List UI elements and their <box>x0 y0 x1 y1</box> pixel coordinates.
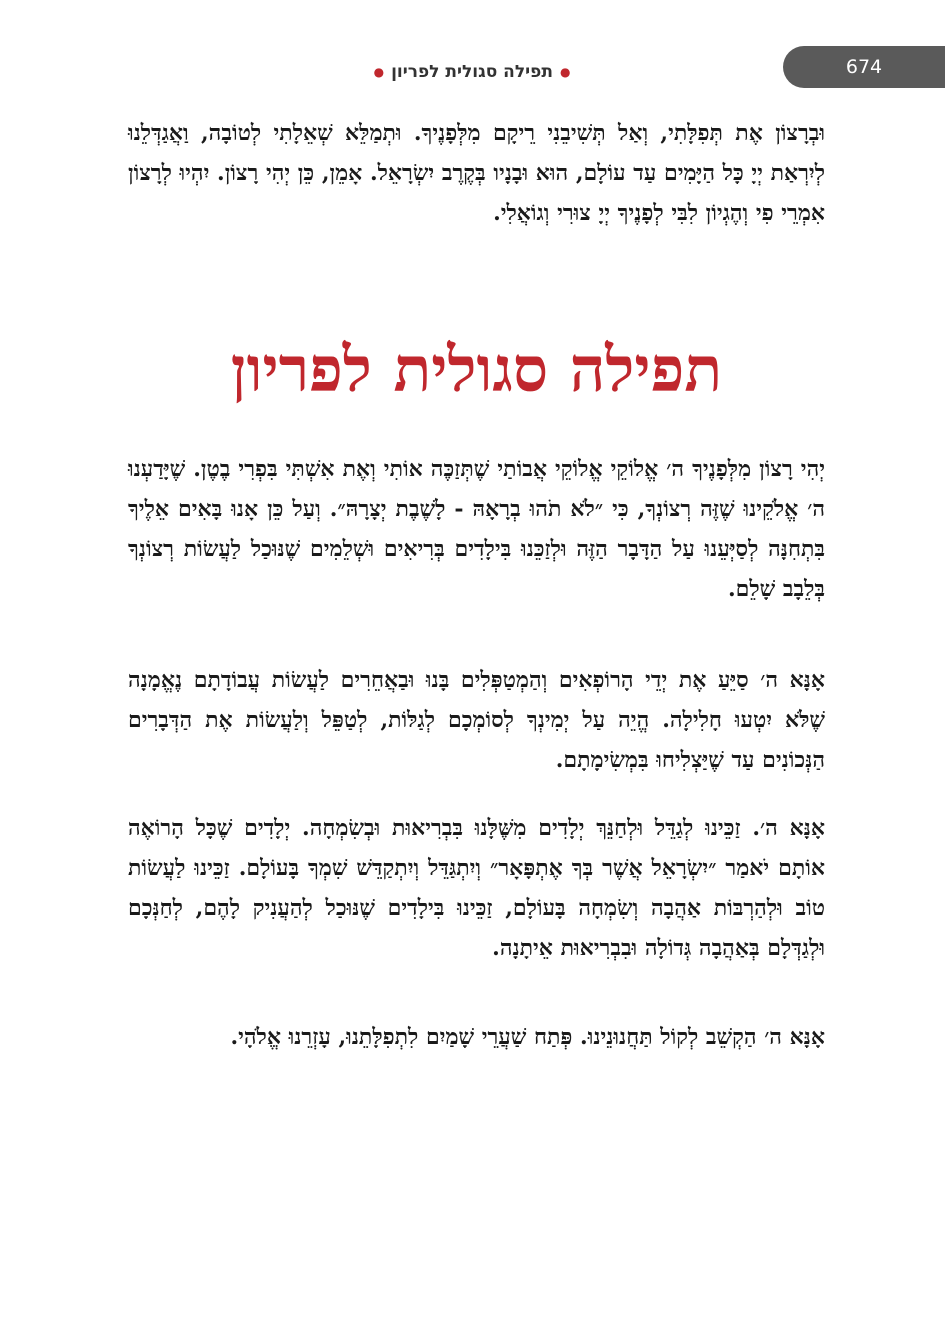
page-number: 674 <box>783 46 945 88</box>
prayer-paragraph-4: אָנָּא ה׳ הַקְשֵׁב לְקוֹל תַּחֲנוּנֵינוּ. פְּתַח שַׁעֲרֵי שָׁמַיִם לִתְפִלָּתֵנוּ, עָזְרֵנוּ אֱלֹהָי. <box>230 1024 825 1050</box>
section-title: תפילה סגולית לפריון <box>230 333 723 406</box>
prayer-paragraph-1: יְהִי רָצוֹן מִלְּפָנֶיךָ ה׳ אֱלוֹקֵי אֱלוֹקֵי אֲבוֹתַי שֶׁתְּזַכֶּה אוֹתִי וְאֶת אִשְׁתִּי בִּפְרִי בֶטֶן. שֶׁיָּדַעְנוּ ה׳ אֱלֹקֵינוּ שֶׁזֶּה רְצוֹנְךָ, כִּי ״לֹא תֹהוּ בְרָאָהּ - לָשֶׁבֶת יְצָרָהּ״. וְעַל כֵּן אָנוּ בָּאִים אֵלֶיךָ בִּתְחִנָּה לְסַיְּעֵנוּ עַל הַדָּבָר הַזֶּה וּלְזַכֵּנוּ בִּילָדִים בְּרִיאִים וּשְׁלֵמִים שֶׁנּוּכַל לַעֲשׂוֹת רְצוֹנְךָ בְּלֵבָב שָׁלֵם. <box>128 456 825 602</box>
prayer-paragraph-2: אָנָּא ה׳ סַיֵּעַ אֶת יְדֵי הָרוֹפְאִים וְהַמְטַפְּלִים בָּנוּ וּבַאֲחֵרִים לַעֲשׂוֹת עֲבוֹדָתָם נֶאֱמָנָה שֶׁלֹּא יִטְעוּ חָלִילָה. הֱיֵה עַל יְמִינְךָ לְסוֹמְכָם לְגַלּוֹת, לְטַפֵּל וְלַעֲשׂוֹת אֶת הַדְּבָרִים הַנְּכוֹנִים עַד שֶׁיַּצְלִיחוּ בִּמְשִׂימָתָם. <box>128 667 825 773</box>
running-header <box>272 58 672 86</box>
continued-paragraph: וּבְרָצוֹן אֶת תְּפִלָּתִי, וְאַל תְּשִׁיבֵנִי רֵיקָם מִלְּפָנֶיךָ. וּתְמַלֵּא שְׁאֵלָתִי לְטוֹבָה, וַאֲגַדְּלֵנוּ לְיִרְאַת יְיָ כָּל הַיָּמִים עַד עוֹלָם, הוּא וּבָנָיו בְּקֶרֶב יִשְׂרָאֵל. אָמֵן, כֵּן יְהִי רָצוֹן. יִהְיוּ לְרָצוֹן אִמְרֵי פִי וְהֶגְיוֹן לִבִּי לְפָנֶיךָ יְיָ צוּרִי וְגוֹאֲלִי. <box>128 120 825 226</box>
prayer-paragraph-3: אָנָּא ה׳. זַכֵּינוּ לְגַדֵּל וּלְחַנֵּךְ יְלָדִים מִשֶּׁלָּנוּ בִּבְרִיאוּת וּבְשִׂמְחָה. יְלָדִים שֶׁכָּל הָרוֹאֶה אוֹתָם יֹאמַר ״יִשְׂרָאֵל אֲשֶׁר בְּךָ אֶתְפָּאָר״ וְיִתְגַּדֵּל וְיִתְקַדֵּשׁ שִׁמְךָ בָּעוֹלָם. זַכֵּינוּ לַעֲשׂוֹת טוֹב וּלְהַרְבּוֹת אַהֲבָה וְשִׂמְחָה בָּעוֹלָם, זַכֵּינוּ בִּילָדִים שֶׁנּוּכַל לְהַעֲנִיק לָהֶם, לְחַנְּכָם וּלְגַדְּלָם בְּאַהֲבָה גְּדוֹלָה וּבִבְרִיאוּת אֵיתָנָה. <box>128 815 826 961</box>
running-header-title: תפילה סגולית לפריון <box>391 62 553 82</box>
bullet-icon: ● <box>559 65 571 79</box>
bullet-icon: ● <box>373 65 385 79</box>
